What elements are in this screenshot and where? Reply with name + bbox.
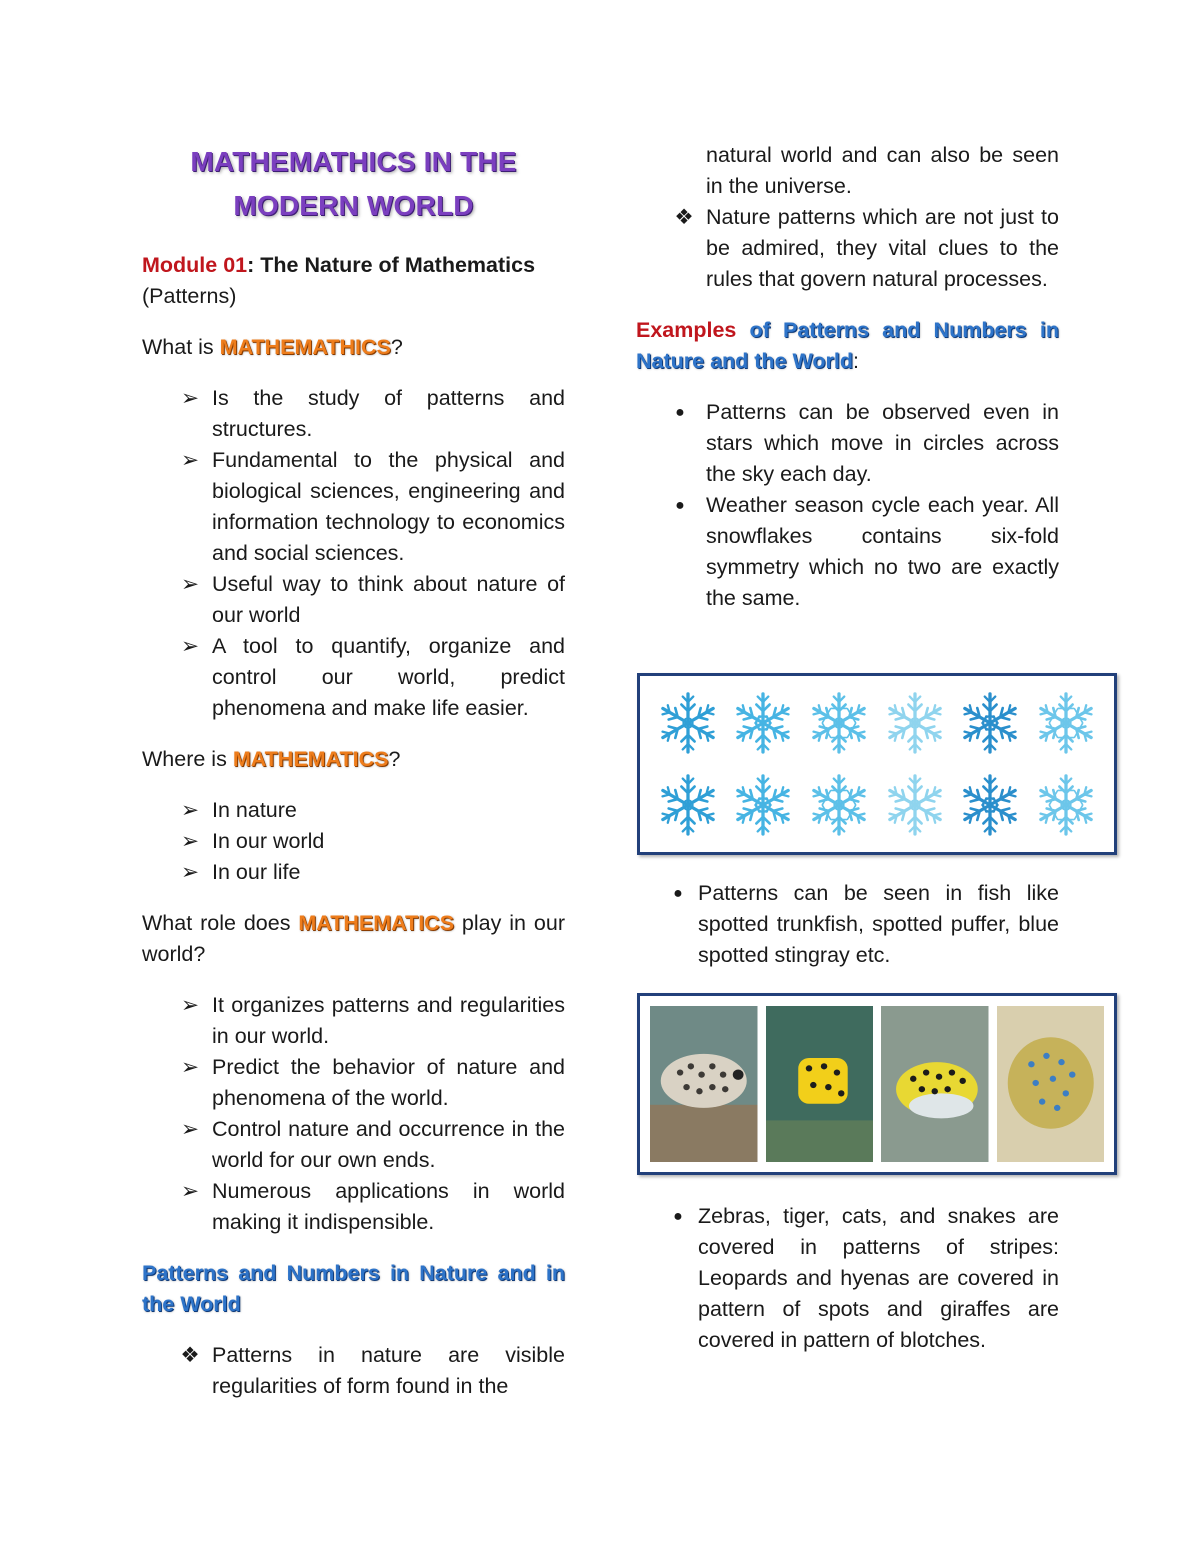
dot-bullet-icon: ● — [673, 1208, 683, 1225]
spotted-puffer-photo — [881, 1006, 989, 1162]
where-list — [142, 795, 565, 888]
list-item: ● Zebras, tiger, cats, and snakes are covered in patterns of stripes: Leopards and hyenas are covered in pattern of spots and giraffes are covered in pattern of blotches. — [636, 1201, 1059, 1356]
list-item: ● Weather season cycle each year. All snowflakes contains six-fold symmetry which no two are exactly the same. — [636, 490, 1059, 614]
arrow-bullet-icon: ➢ — [180, 1179, 199, 1203]
list-item: ➢ In nature — [142, 795, 565, 826]
snowflake-icon — [655, 772, 721, 838]
arrow-bullet-icon: ➢ — [180, 448, 199, 472]
list-item: ➢ A tool to quantify, organize and control our world, predict phenomena and make life easier. — [142, 631, 565, 724]
highlight-word: MATHEMATICS — [298, 911, 455, 935]
list-item: ➢ Useful way to think about nature of our world — [142, 569, 565, 631]
trunkfish-photo — [650, 1006, 758, 1162]
question-what: What is MATHEMATHICS? — [142, 335, 403, 359]
list-item: ● Patterns can be seen in fish like spotted trunkfish, spotted puffer, blue spotted stingray etc. — [636, 878, 1059, 971]
question-role: What role does MATHEMATICS play in our world? — [142, 911, 565, 966]
snowflakes-image — [637, 673, 1117, 855]
module-subtitle: (Patterns) — [142, 284, 237, 308]
role-list — [142, 990, 565, 1238]
arrow-bullet-icon: ➢ — [180, 829, 199, 853]
question-where: Where is MATHEMATICS? — [142, 747, 401, 771]
fish-image — [637, 993, 1117, 1175]
list-item: ➢ Fundamental to the physical and biological sciences, engineering and information technology to economics and social sciences. — [142, 445, 565, 569]
snowflake-icon — [655, 690, 721, 756]
patterns-heading: Patterns and Numbers in Nature and in the World — [142, 1261, 565, 1316]
dot-bullet-icon: ● — [673, 885, 683, 902]
patterns-item-continuation: natural world and can also be seen in the universe. — [706, 143, 1059, 198]
list-item: ➢ It organizes patterns and regularities in our world. — [142, 990, 565, 1052]
left-column — [142, 140, 565, 1402]
module-heading: Module 01: The Nature of Mathematics (Patterns) — [142, 253, 536, 308]
arrow-bullet-icon: ➢ — [180, 1055, 199, 1079]
examples-list — [636, 397, 1059, 614]
dot-bullet-icon: ● — [675, 404, 685, 421]
snowflake-icon — [882, 690, 948, 756]
fish-paragraph — [636, 878, 1059, 971]
arrow-bullet-icon: ➢ — [180, 1117, 199, 1141]
snowflake-icon — [806, 690, 872, 756]
right-column — [636, 140, 1059, 614]
arrow-bullet-icon: ➢ — [180, 634, 199, 658]
snowflake-icon — [730, 772, 796, 838]
document-title — [142, 140, 565, 228]
list-item: ➢ In our life — [142, 857, 565, 888]
arrow-bullet-icon: ➢ — [180, 798, 199, 822]
stripes-paragraph — [636, 1201, 1059, 1356]
list-item: ● Patterns can be observed even in stars which move in circles across the sky each day. — [636, 397, 1059, 490]
title-line-1: MATHEMATHICS IN THE — [190, 146, 517, 177]
list-item: ❖ Nature patterns which are not just to be admired, they vital clues to the rules that govern natural processes. — [636, 202, 1059, 295]
patterns-list — [142, 1340, 565, 1402]
diamond-bullet-icon: ❖ — [674, 205, 694, 229]
blue-spotted-stingray-photo — [997, 1006, 1105, 1162]
list-item: ➢ Numerous applications in world making it indispensible. — [142, 1176, 565, 1238]
arrow-bullet-icon: ➢ — [180, 386, 199, 410]
title-line-2: MODERN WORLD — [233, 190, 474, 221]
snowflake-icon — [806, 772, 872, 838]
patterns-list-continued — [636, 202, 1059, 295]
module-name: The Nature of Mathematics — [260, 253, 536, 277]
list-item: ➢ In our world — [142, 826, 565, 857]
examples-heading: Examples of Patterns and Numbers in Nature and the World: — [636, 318, 1059, 373]
arrow-bullet-icon: ➢ — [180, 860, 199, 884]
snowflake-icon — [957, 690, 1023, 756]
list-item: ❖ Patterns in nature are visible regularities of form found in the — [142, 1340, 565, 1402]
snowflake-grid — [650, 682, 1104, 846]
what-list — [142, 383, 565, 724]
list-item: ➢ Is the study of patterns and structures. — [142, 383, 565, 445]
snowflake-icon — [957, 772, 1023, 838]
dot-bullet-icon: ● — [675, 497, 685, 514]
highlight-word: MATHEMATHICS — [219, 335, 391, 359]
spotted-boxfish-photo — [766, 1006, 874, 1162]
arrow-bullet-icon: ➢ — [180, 993, 199, 1017]
list-item: ➢ Predict the behavior of nature and phenomena of the world. — [142, 1052, 565, 1114]
highlight-word: MATHEMATICS — [232, 747, 389, 771]
list-item: ➢ Control nature and occurrence in the world for our own ends. — [142, 1114, 565, 1176]
snowflake-icon — [1033, 772, 1099, 838]
arrow-bullet-icon: ➢ — [180, 572, 199, 596]
snowflake-icon — [882, 772, 948, 838]
snowflake-icon — [1033, 690, 1099, 756]
diamond-bullet-icon: ❖ — [180, 1343, 200, 1367]
module-number: Module 01 — [142, 253, 248, 277]
snowflake-icon — [730, 690, 796, 756]
